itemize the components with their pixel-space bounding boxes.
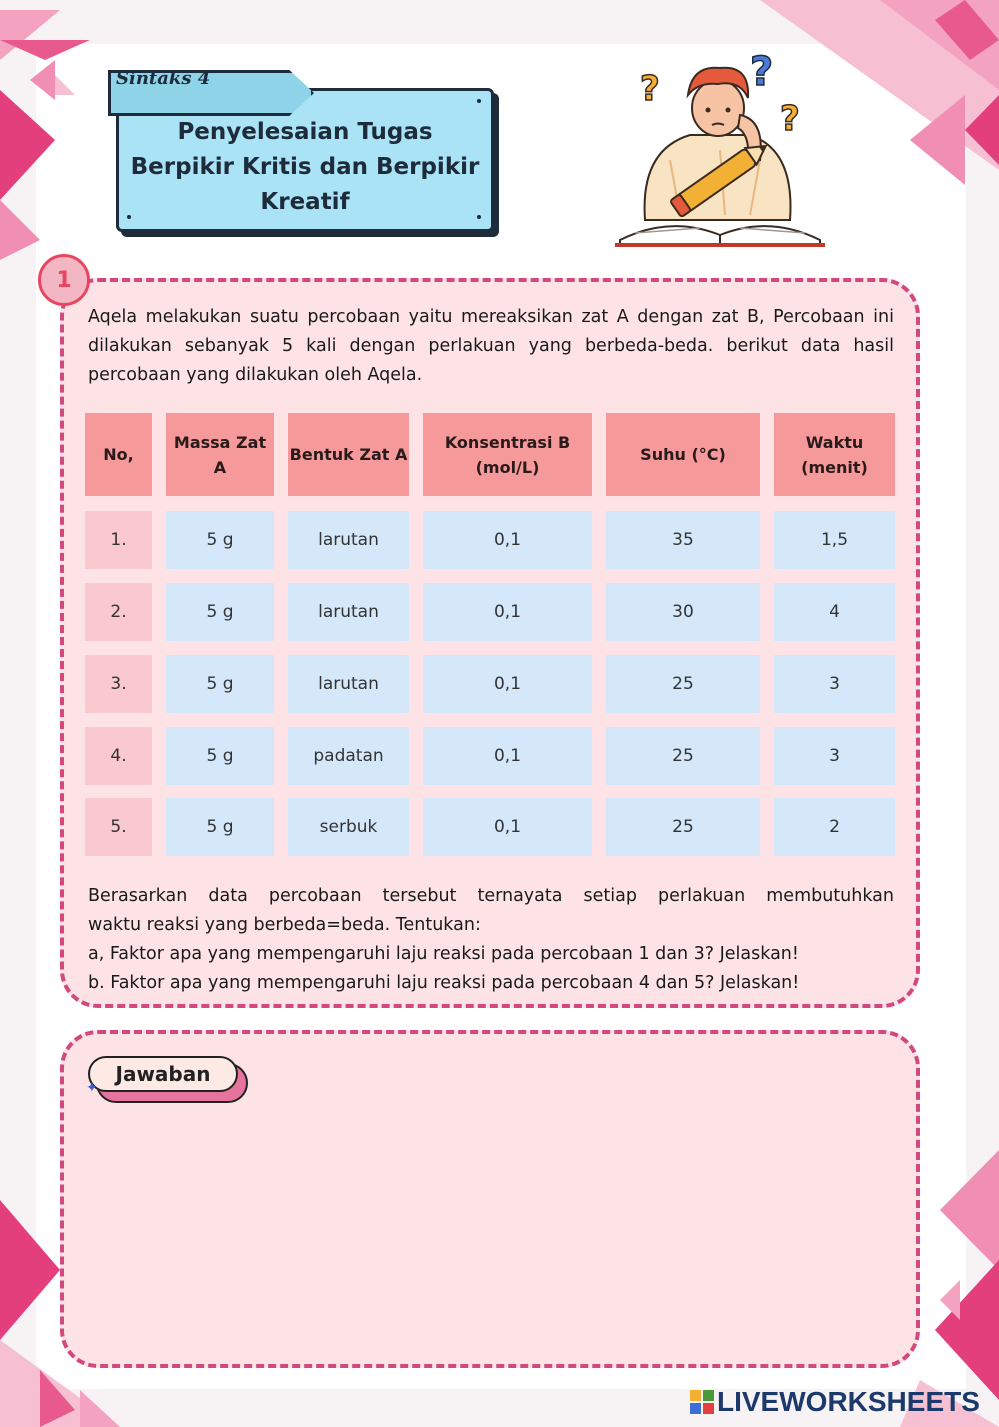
table-cell: 4: [774, 583, 895, 641]
table-cell: 3: [774, 727, 895, 785]
table-cell: 0,1: [423, 583, 592, 641]
svg-text:?: ?: [750, 49, 774, 95]
table-header-cell: Massa Zat A: [166, 413, 274, 496]
table-cell: 5 g: [166, 655, 274, 713]
question-number-badge: 1: [38, 254, 90, 306]
question-prompt: [88, 882, 894, 998]
answer-input[interactable]: [80, 1110, 904, 1354]
table-cell: 5 g: [166, 511, 274, 569]
title-dot: [127, 215, 131, 219]
question-intro: Aqela melakukan suatu percobaan yaitu mereaksikan zat A dengan zat B, Percobaan ini dilakukan sebanyak 5 kali dengan perlakuan yang berbeda-beda. berikut data hasil percobaan yang dilakukan oleh Aqela.: [88, 307, 894, 385]
liveworksheets-logo-icon: [690, 1390, 714, 1414]
table-cell: 35: [606, 511, 760, 569]
corner-decoration-top-left: [0, 0, 110, 260]
table-cell: 3: [774, 655, 895, 713]
question-closing-line-2: waktu reaksi yang berbeda=beda. Tentukan:: [88, 915, 481, 935]
svg-text:?: ?: [780, 99, 800, 139]
table-cell: larutan: [288, 655, 409, 713]
sintaks-label: Sintaks 4: [116, 68, 211, 89]
question-sub-a: a, Faktor apa yang mempengaruhi laju reaksi pada percobaan 1 dan 3? Jelaskan!: [88, 944, 799, 964]
table-cell: 25: [606, 655, 760, 713]
liveworksheets-brand: LIVEWORKSHEETS: [717, 1386, 980, 1417]
answer-label: Jawaban: [88, 1056, 238, 1092]
thinking-student-illustration: [600, 40, 840, 250]
title-line-2: Berpikir Kritis dan Berpikir: [130, 153, 480, 180]
table-cell: 0,1: [423, 798, 592, 856]
title-dot: [477, 215, 481, 219]
table-header-cell: Suhu (°C): [606, 413, 760, 496]
question-closing-line-1: Berasarkan data percobaan tersebut ternayata setiap perlakuan membutuhkan: [88, 886, 894, 906]
table-cell: 5 g: [166, 798, 274, 856]
table-cell: larutan: [288, 583, 409, 641]
table-cell: 1,5: [774, 511, 895, 569]
title-dot: [477, 99, 481, 103]
table-cell: 25: [606, 727, 760, 785]
table-header-cell: Waktu (menit): [774, 413, 895, 496]
title-line-3: Kreatif: [260, 188, 350, 215]
table-cell: 5.: [85, 798, 152, 856]
title-line-1: Penyelesaian Tugas: [177, 118, 433, 145]
table-cell: 25: [606, 798, 760, 856]
table-cell: 30: [606, 583, 760, 641]
table-cell: 0,1: [423, 655, 592, 713]
table-cell: 5 g: [166, 583, 274, 641]
table-cell: 3.: [85, 655, 152, 713]
table-cell: 2: [774, 798, 895, 856]
table-cell: larutan: [288, 511, 409, 569]
table-header-cell: Konsentrasi B (mol/L): [423, 413, 592, 496]
page-title: [121, 101, 490, 220]
table-cell: 4.: [85, 727, 152, 785]
sparkle-icon: ✦: [86, 1080, 98, 1096]
table-cell: padatan: [288, 727, 409, 785]
table-cell: serbuk: [288, 798, 409, 856]
table-header-cell: Bentuk Zat A: [288, 413, 409, 496]
table-cell: 5 g: [166, 727, 274, 785]
svg-text:?: ?: [640, 69, 660, 109]
table-cell: 2.: [85, 583, 152, 641]
table-cell: 0,1: [423, 727, 592, 785]
table-cell: 1.: [85, 511, 152, 569]
table-header-cell: No,: [85, 413, 152, 496]
question-sub-b: b. Faktor apa yang mempengaruhi laju reaksi pada percobaan 4 dan 5? Jelaskan!: [88, 973, 800, 993]
liveworksheets-logo: [690, 1386, 980, 1418]
table-cell: 0,1: [423, 511, 592, 569]
